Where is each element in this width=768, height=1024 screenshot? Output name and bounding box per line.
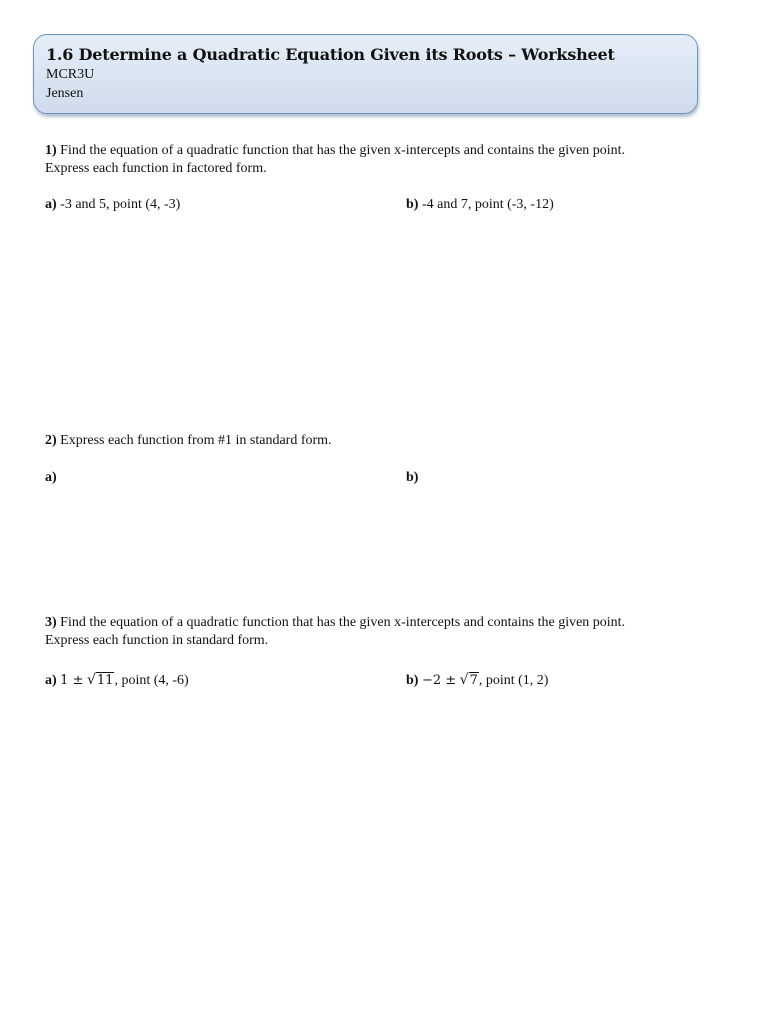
- question-3a: [45, 671, 189, 690]
- question-1-line-1: [45, 142, 625, 160]
- question-1b-text: -4 and 7, point (-3, -12): [421, 197, 554, 212]
- question-1a-label: a): [45, 197, 57, 212]
- question-1a: [45, 196, 180, 214]
- question-2a: [45, 469, 57, 487]
- question-3-line-2: Express each function in standard form.: [45, 633, 269, 648]
- question-1-prompt: Find the equation of a quadratic function that has the given x-intercepts and contains the given point.: [60, 143, 626, 158]
- question-3a-radicand: 11: [96, 673, 114, 688]
- square-root-symbol: √: [459, 672, 469, 688]
- question-2b-label: b): [406, 470, 419, 485]
- question-3b-radicand: 7: [469, 673, 478, 688]
- question-2-number: 2): [45, 433, 57, 448]
- course-code: MCR3U: [46, 67, 95, 82]
- question-3-prompt: Find the equation of a quadratic function that has the given x-intercepts and contains the given point.: [60, 615, 626, 630]
- question-3a-root-lead: 1 ±: [60, 673, 84, 688]
- author-name: Jensen: [46, 86, 84, 101]
- question-3a-point: , point (4, -6): [114, 673, 189, 688]
- worksheet-title: 1.6 Determine a Quadratic Equation Given its Roots – Worksheet: [46, 45, 615, 64]
- question-3-line-1: [45, 614, 625, 632]
- question-2a-label: a): [45, 470, 57, 485]
- question-3b-label: b): [406, 673, 419, 688]
- question-2b: [406, 469, 418, 487]
- square-root-symbol: √: [86, 672, 96, 688]
- question-1b: [406, 196, 554, 214]
- question-1-line-2: Express each function in factored form.: [45, 161, 267, 176]
- question-2-line-1: [45, 432, 332, 450]
- worksheet-header-box: [33, 34, 698, 114]
- question-3b-point: , point (1, 2): [478, 673, 549, 688]
- question-3a-label: a): [45, 673, 57, 688]
- question-3b-square-root: [460, 671, 479, 690]
- question-1b-label: b): [406, 197, 419, 212]
- question-1a-text: -3 and 5, point (4, -3): [60, 197, 181, 212]
- question-2-prompt: Express each function from #1 in standard form.: [60, 433, 332, 448]
- question-1-number: 1): [45, 143, 57, 158]
- question-3b: [406, 671, 548, 690]
- question-3-number: 3): [45, 615, 57, 630]
- question-3b-root-lead: −2 ±: [421, 673, 457, 688]
- question-3a-square-root: [87, 671, 114, 690]
